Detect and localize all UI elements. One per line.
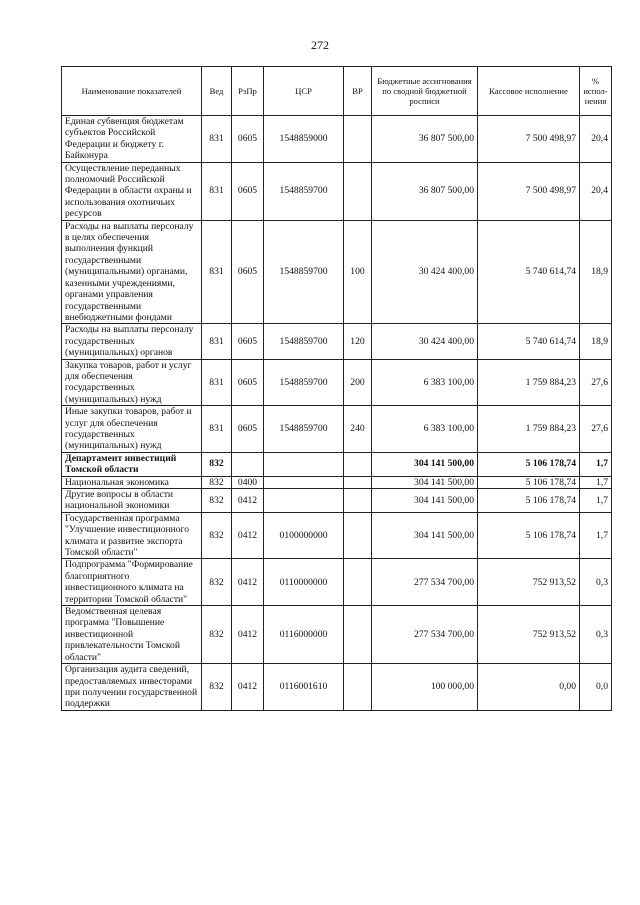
header-name: Наименование показателей	[62, 67, 202, 116]
cell-ved: 832	[202, 489, 232, 513]
cell-cash-execution: 5 106 178,74	[478, 452, 580, 476]
cell-name: Иные закупки товаров, работ и услуг для обеспечения государственных (муниципальных) нужд	[62, 406, 202, 453]
cell-assignments: 277 534 700,00	[372, 606, 478, 664]
cell-cash-execution: 0,00	[478, 664, 580, 711]
cell-rzpr	[232, 452, 264, 476]
cell-ved: 832	[202, 452, 232, 476]
table-row	[62, 452, 612, 476]
cell-ved: 832	[202, 606, 232, 664]
cell-rzpr: 0605	[232, 162, 264, 220]
cell-vr	[344, 116, 372, 163]
cell-rzpr: 0605	[232, 359, 264, 406]
cell-cash-execution: 1 759 884,23	[478, 359, 580, 406]
cell-cash-execution: 5 740 614,74	[478, 220, 580, 324]
cell-rzpr: 0605	[232, 220, 264, 324]
header-vr: ВР	[344, 67, 372, 116]
cell-execution-percent: 20,4	[580, 116, 612, 163]
cell-name: Осуществление переданных полномочий Российской Федерации в области охраны и использования охотничьих ресурсов	[62, 162, 202, 220]
cell-ved: 832	[202, 512, 232, 559]
cell-vr	[344, 606, 372, 664]
cell-execution-percent: 1,7	[580, 489, 612, 513]
cell-execution-percent: 0,0	[580, 664, 612, 711]
table-row	[62, 664, 612, 711]
cell-assignments: 304 141 500,00	[372, 452, 478, 476]
cell-execution-percent: 27,6	[580, 359, 612, 406]
table-row	[62, 559, 612, 606]
cell-csr: 1548859700	[264, 220, 344, 324]
cell-ved: 832	[202, 476, 232, 488]
cell-assignments: 6 383 100,00	[372, 359, 478, 406]
cell-rzpr: 0412	[232, 512, 264, 559]
page-number: 272	[311, 38, 329, 52]
cell-assignments: 304 141 500,00	[372, 476, 478, 488]
cell-name: Расходы на выплаты персоналу государственных (муниципальных) органов	[62, 324, 202, 359]
cell-rzpr: 0412	[232, 489, 264, 513]
header-assignments: Бюджетные ассигнования по сводной бюджетной росписи	[372, 67, 478, 116]
cell-name: Единая субвенция бюджетам субъектов Российской Федерации и бюджету г. Байконура	[62, 116, 202, 163]
cell-name: Другие вопросы в области национальной экономики	[62, 489, 202, 513]
cell-execution-percent: 0,3	[580, 606, 612, 664]
cell-vr: 240	[344, 406, 372, 453]
cell-cash-execution: 5 106 178,74	[478, 489, 580, 513]
cell-name: Расходы на выплаты персоналу в целях обеспечения выполнения функций государственными (муниципальными) органами, казенными учреждениями, органами управления государственными внебюджетными фондами	[62, 220, 202, 324]
cell-ved: 832	[202, 664, 232, 711]
cell-name: Организация аудита сведений, предоставляемых инвесторами при получении государственной поддержки	[62, 664, 202, 711]
cell-name: Закупка товаров, работ и услуг для обеспечения государственных (муниципальных) нужд	[62, 359, 202, 406]
budget-execution-table	[61, 66, 612, 711]
cell-vr	[344, 559, 372, 606]
cell-execution-percent: 0,3	[580, 559, 612, 606]
cell-ved: 831	[202, 116, 232, 163]
cell-rzpr: 0412	[232, 664, 264, 711]
cell-execution-percent: 1,7	[580, 476, 612, 488]
table-row	[62, 512, 612, 559]
cell-cash-execution: 752 913,52	[478, 606, 580, 664]
cell-csr	[264, 489, 344, 513]
cell-vr: 100	[344, 220, 372, 324]
cell-csr	[264, 476, 344, 488]
cell-csr: 0116000000	[264, 606, 344, 664]
cell-assignments: 304 141 500,00	[372, 512, 478, 559]
cell-vr	[344, 476, 372, 488]
cell-cash-execution: 5 106 178,74	[478, 476, 580, 488]
header-rzpr: РзПр	[232, 67, 264, 116]
table-row	[62, 489, 612, 513]
table-row	[62, 162, 612, 220]
cell-csr: 0110000000	[264, 559, 344, 606]
cell-execution-percent: 1,7	[580, 452, 612, 476]
cell-cash-execution: 5 740 614,74	[478, 324, 580, 359]
cell-name: Департамент инвестиций Томской области	[62, 452, 202, 476]
cell-assignments: 36 807 500,00	[372, 162, 478, 220]
cell-csr: 0100000000	[264, 512, 344, 559]
cell-name: Национальная экономика	[62, 476, 202, 488]
cell-assignments: 30 424 400,00	[372, 220, 478, 324]
cell-ved: 831	[202, 406, 232, 453]
cell-vr	[344, 162, 372, 220]
cell-cash-execution: 5 106 178,74	[478, 512, 580, 559]
cell-rzpr: 0412	[232, 559, 264, 606]
cell-assignments: 100 000,00	[372, 664, 478, 711]
header-cash-execution: Кассовое исполнение	[478, 67, 580, 116]
table-row	[62, 220, 612, 324]
cell-execution-percent: 18,9	[580, 324, 612, 359]
cell-name: Государственная программа "Улучшение инвестиционного климата и развитие экспорта Томской области"	[62, 512, 202, 559]
cell-execution-percent: 18,9	[580, 220, 612, 324]
cell-assignments: 30 424 400,00	[372, 324, 478, 359]
cell-name: Ведомственная целевая программа "Повышение инвестиционной привлекательности Томской области"	[62, 606, 202, 664]
cell-name: Подпрограмма "Формирование благоприятного инвестиционного климата на территории Томской области"	[62, 559, 202, 606]
cell-csr: 1548859700	[264, 406, 344, 453]
cell-cash-execution: 1 759 884,23	[478, 406, 580, 453]
cell-csr: 1548859000	[264, 116, 344, 163]
table-row	[62, 406, 612, 453]
cell-execution-percent: 27,6	[580, 406, 612, 453]
cell-cash-execution: 752 913,52	[478, 559, 580, 606]
cell-vr	[344, 452, 372, 476]
cell-execution-percent: 1,7	[580, 512, 612, 559]
cell-assignments: 36 807 500,00	[372, 116, 478, 163]
cell-vr	[344, 512, 372, 559]
cell-vr	[344, 664, 372, 711]
table-row	[62, 476, 612, 488]
cell-vr: 120	[344, 324, 372, 359]
cell-vr: 200	[344, 359, 372, 406]
cell-rzpr: 0400	[232, 476, 264, 488]
cell-csr: 0116001610	[264, 664, 344, 711]
cell-rzpr: 0605	[232, 324, 264, 359]
cell-ved: 831	[202, 359, 232, 406]
cell-rzpr: 0605	[232, 406, 264, 453]
cell-vr	[344, 489, 372, 513]
cell-assignments: 6 383 100,00	[372, 406, 478, 453]
cell-rzpr: 0605	[232, 116, 264, 163]
cell-csr: 1548859700	[264, 162, 344, 220]
table-row	[62, 359, 612, 406]
header-ved: Вед	[202, 67, 232, 116]
cell-csr	[264, 452, 344, 476]
table-row	[62, 324, 612, 359]
header-csr: ЦСР	[264, 67, 344, 116]
cell-cash-execution: 7 500 498,97	[478, 162, 580, 220]
table-row	[62, 606, 612, 664]
header-execution-percent: % испол- нения	[580, 67, 612, 116]
cell-assignments: 277 534 700,00	[372, 559, 478, 606]
cell-cash-execution: 7 500 498,97	[478, 116, 580, 163]
cell-assignments: 304 141 500,00	[372, 489, 478, 513]
table-header-row	[62, 67, 612, 116]
cell-ved: 831	[202, 220, 232, 324]
cell-ved: 831	[202, 162, 232, 220]
cell-ved: 832	[202, 559, 232, 606]
table-row	[62, 116, 612, 163]
cell-rzpr: 0412	[232, 606, 264, 664]
cell-csr: 1548859700	[264, 324, 344, 359]
cell-ved: 831	[202, 324, 232, 359]
cell-csr: 1548859700	[264, 359, 344, 406]
cell-execution-percent: 20,4	[580, 162, 612, 220]
